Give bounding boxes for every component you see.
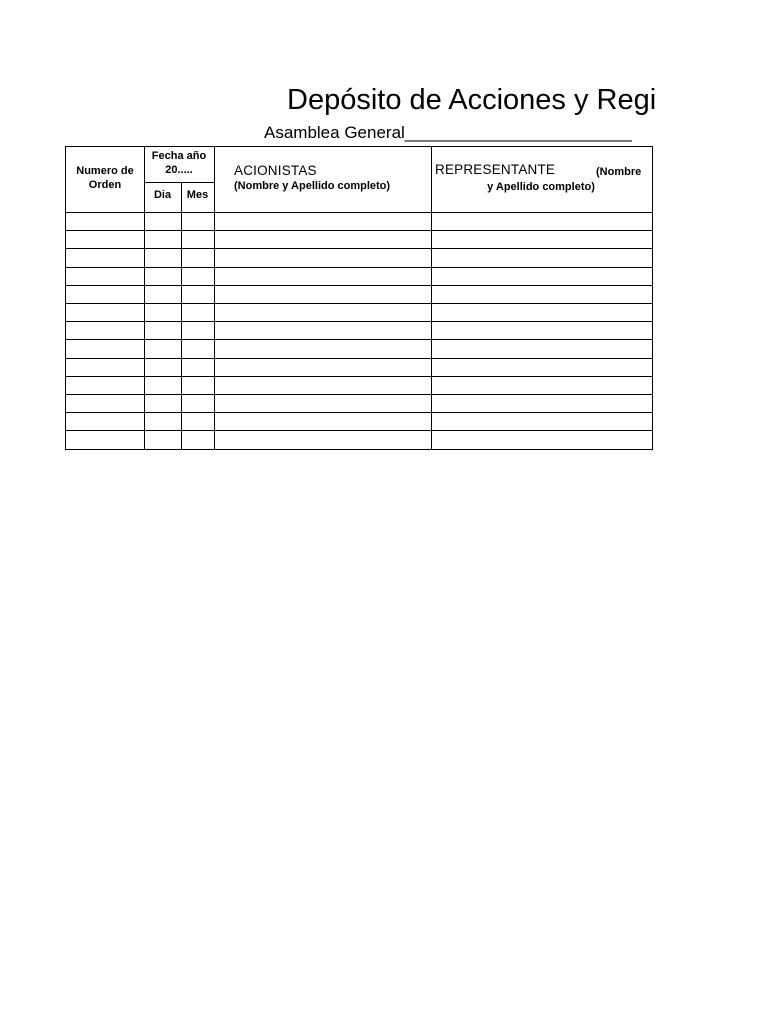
assembly-line: Asamblea General________________________ (264, 123, 632, 142)
column-divider-accionistas (214, 146, 215, 449)
header-fecha-line2: 20..... (165, 164, 193, 176)
table-row-line (65, 394, 653, 395)
table-row-line (65, 412, 653, 413)
header-numero-line1: Numero de (76, 165, 134, 177)
table-row-line (65, 267, 653, 268)
header-accionistas: ACIONISTAS (234, 163, 317, 178)
table-row-line (65, 285, 653, 286)
document-title: Depósito de Acciones y Regi (287, 84, 657, 116)
table-row-line (65, 248, 653, 249)
registry-table (65, 146, 653, 450)
header-representante-sub1: (Nombre (596, 166, 642, 178)
header-numero-line2: Orden (88, 179, 122, 191)
header-representante-sub2: y Apellido completo) (487, 181, 595, 193)
header-fecha-line1: Fecha año (151, 150, 207, 162)
column-divider-representante (431, 146, 432, 449)
table-row-line (65, 212, 653, 213)
table-row-line (65, 303, 653, 304)
table-row-line (65, 430, 653, 431)
table-row-line (65, 321, 653, 322)
fecha-subheader-divider (144, 182, 214, 183)
table-row-line (65, 230, 653, 231)
column-divider-mes (181, 182, 182, 449)
header-mes: Mes (186, 189, 209, 201)
table-row-line (65, 376, 653, 377)
header-representante: REPRESENTANTE (435, 162, 556, 177)
column-divider-fecha (144, 146, 145, 449)
table-row-line (65, 358, 653, 359)
header-accionistas-sub: (Nombre y Apellido completo) (234, 180, 391, 192)
header-dia: Dia (153, 189, 172, 201)
table-row-line (65, 339, 653, 340)
